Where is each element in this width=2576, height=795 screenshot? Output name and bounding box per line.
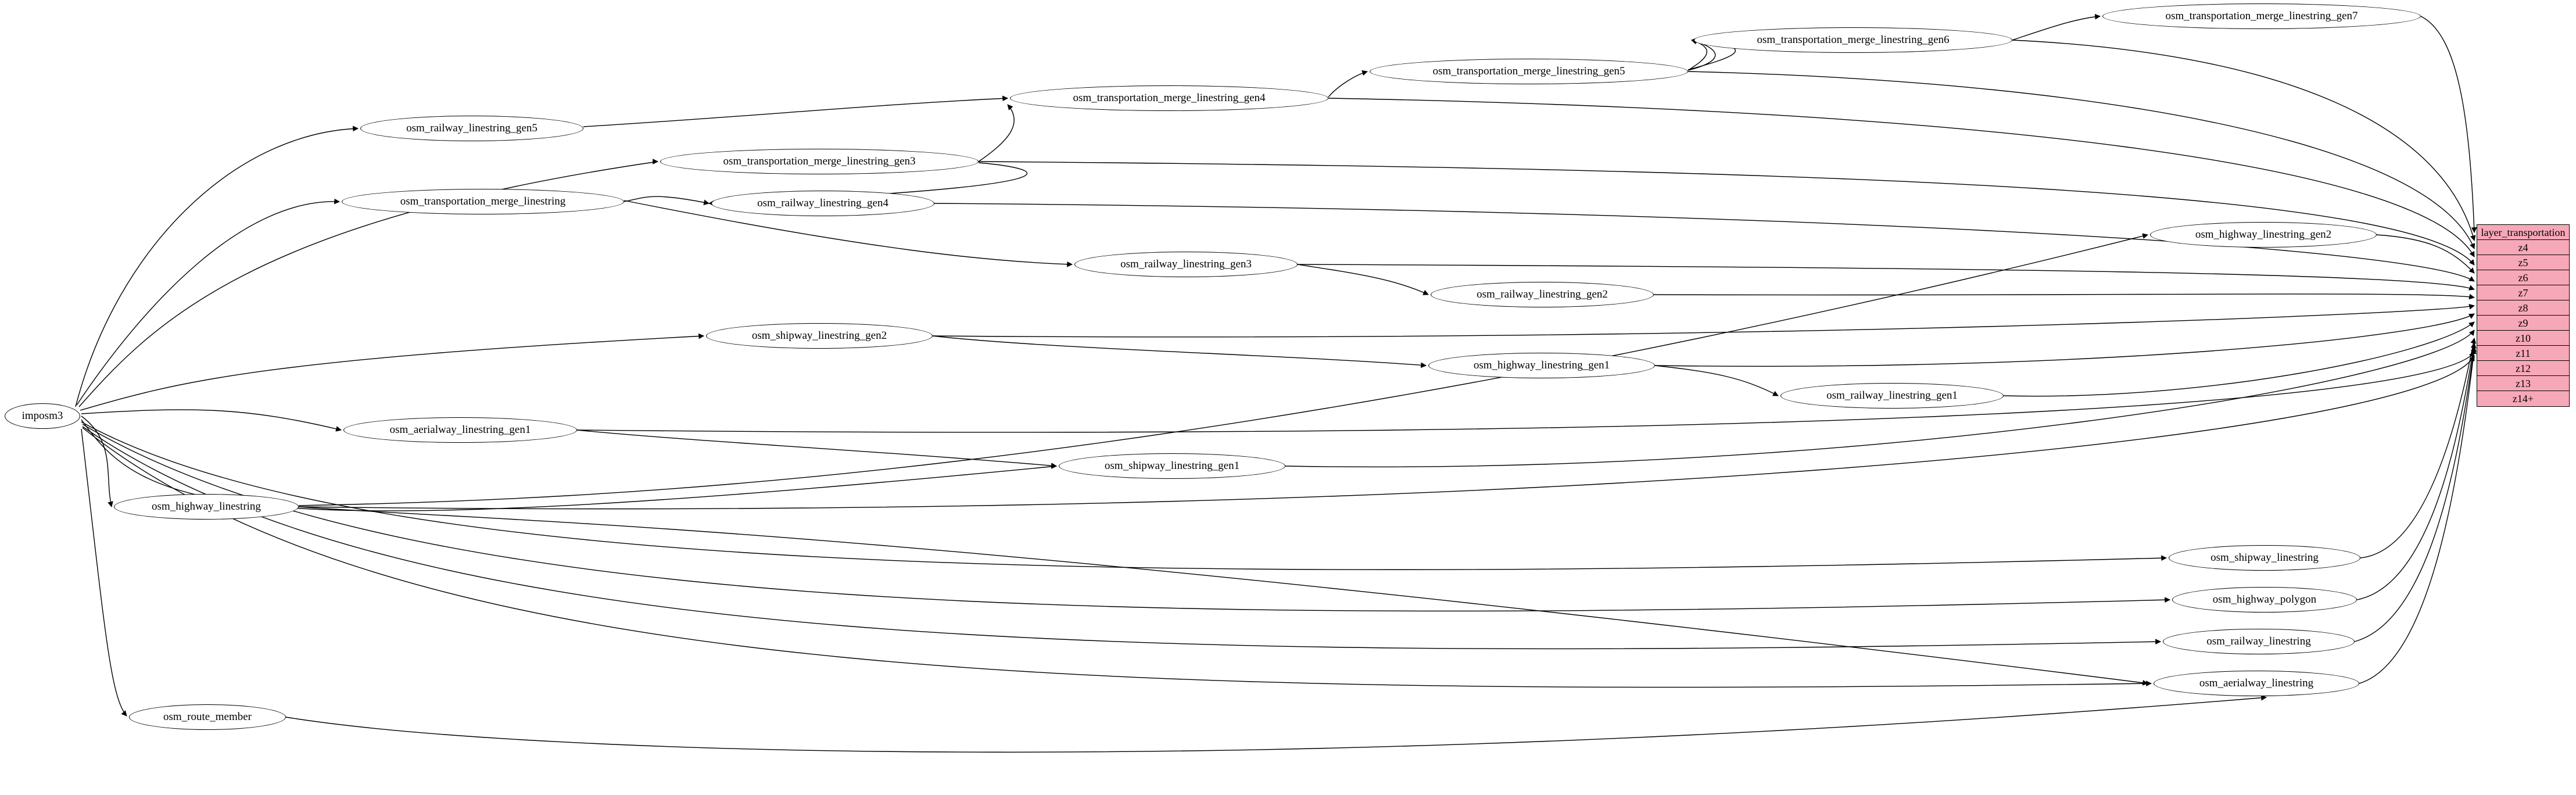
table-row: z4 (2477, 240, 2569, 255)
node-osm-transportation-merge-linestring[interactable] (342, 189, 624, 214)
node-osm-transportation-merge-linestring-gen4[interactable] (1010, 85, 1328, 111)
node-label: osm_highway_linestring_gen1 (1473, 359, 1610, 371)
node-label: osm_transportation_merge_linestring_gen5 (1432, 65, 1625, 77)
node-label: osm_highway_linestring_gen2 (2195, 228, 2332, 241)
node-label: osm_shipway_linestring_gen1 (1104, 460, 1240, 472)
node-osm-transportation-merge-linestring-gen3[interactable] (660, 149, 979, 174)
node-label: osm_highway_polygon (2212, 593, 2317, 606)
table-row: z14+ (2477, 391, 2569, 406)
node-label: osm_transportation_merge_linestring_gen7 (2165, 10, 2358, 22)
table-row: z10 (2477, 331, 2569, 346)
node-label: osm_shipway_linestring (2210, 552, 2319, 564)
node-label: imposm3 (22, 410, 63, 422)
node-osm-railway-linestring[interactable] (2163, 629, 2355, 654)
node-label: osm_railway_linestring_gen4 (757, 197, 888, 209)
node-osm-transportation-merge-linestring-gen6[interactable] (1694, 27, 2012, 53)
node-label: osm_railway_linestring_gen3 (1120, 258, 1252, 270)
node-osm-shipway-linestring[interactable] (2169, 545, 2360, 571)
node-osm-railway-linestring-gen2[interactable] (1431, 282, 1654, 307)
table-row: z6 (2477, 270, 2569, 285)
table-row: z12 (2477, 361, 2569, 376)
node-osm-highway-polygon[interactable] (2172, 587, 2357, 613)
node-label: osm_railway_linestring_gen1 (1826, 389, 1958, 402)
node-osm-highway-linestring-gen1[interactable] (1428, 353, 1655, 378)
table-row: z11 (2477, 346, 2569, 361)
node-label: osm_transportation_merge_linestring_gen3 (723, 155, 916, 167)
node-imposm3[interactable] (5, 403, 80, 429)
node-osm-transportation-merge-linestring-gen7[interactable] (2102, 3, 2421, 29)
node-osm-aerialway-linestring[interactable] (2154, 671, 2359, 696)
node-osm-railway-linestring-gen4[interactable] (711, 191, 934, 216)
node-label: osm_aerialway_linestring_gen1 (389, 424, 531, 436)
node-label: osm_transportation_merge_linestring_gen6 (1757, 34, 1950, 46)
table-header: layer_transportation (2477, 225, 2569, 240)
layer-transportation-table[interactable] (2477, 224, 2570, 407)
node-osm-transportation-merge-linestring-gen5[interactable] (1370, 59, 1688, 84)
node-label: osm_shipway_linestring_gen2 (751, 330, 887, 342)
node-label: osm_railway_linestring (2206, 635, 2311, 647)
node-label: osm_transportation_merge_linestring_gen4 (1073, 92, 1266, 104)
node-osm-highway-linestring[interactable] (114, 494, 299, 520)
node-osm-shipway-linestring-gen2[interactable] (706, 323, 933, 349)
node-osm-aerialway-linestring-gen1[interactable] (343, 417, 577, 443)
node-osm-highway-linestring-gen2[interactable] (2150, 222, 2377, 248)
node-label: osm_railway_linestring_gen2 (1477, 288, 1608, 300)
table-row: z7 (2477, 285, 2569, 300)
node-label: osm_railway_linestring_gen5 (406, 122, 538, 134)
node-osm-railway-linestring-gen3[interactable] (1074, 252, 1298, 277)
table-row: z8 (2477, 300, 2569, 316)
table-row: z9 (2477, 316, 2569, 331)
node-label: osm_highway_linestring (152, 500, 261, 513)
node-osm-railway-linestring-gen1[interactable] (1780, 383, 2004, 409)
table-row: z13 (2477, 376, 2569, 391)
node-osm-shipway-linestring-gen1[interactable] (1059, 453, 1285, 479)
node-label: osm_route_member (163, 711, 252, 723)
node-label: osm_transportation_merge_linestring (400, 195, 566, 207)
table-row: z5 (2477, 255, 2569, 270)
node-label: osm_aerialway_linestring (2199, 677, 2314, 689)
node-osm-railway-linestring-gen5[interactable] (360, 116, 583, 141)
node-osm-route-member[interactable] (129, 704, 286, 730)
